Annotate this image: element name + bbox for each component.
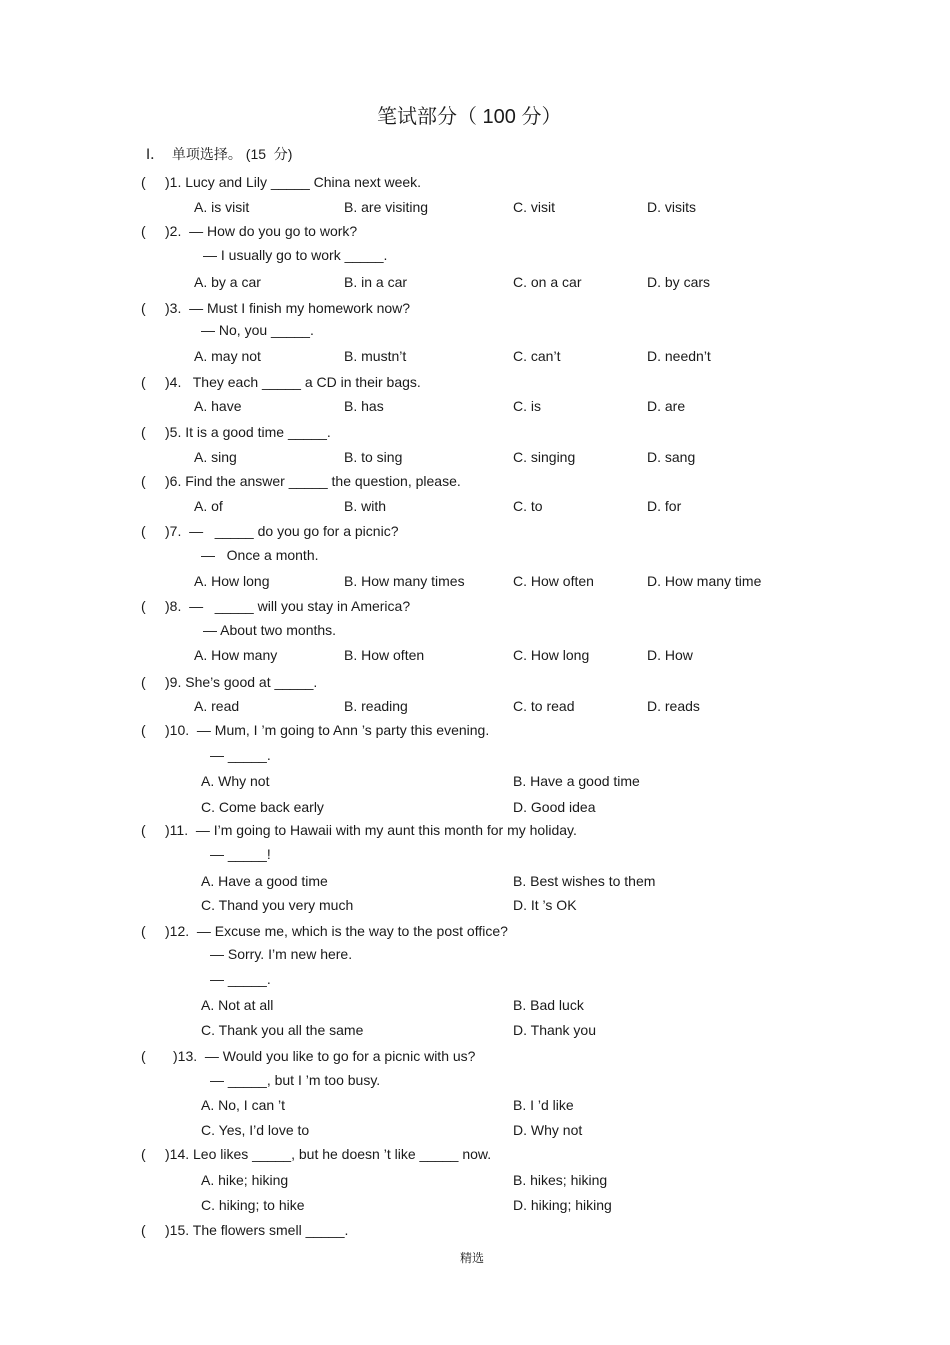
option-a: A. No, I can ’t — [201, 1097, 286, 1113]
option-b: B. hikes; hiking — [513, 1172, 608, 1188]
option-a: A. Have a good time — [201, 873, 328, 889]
option-b: B. has — [344, 398, 384, 414]
option-c: C. Come back early — [201, 799, 324, 815]
option-b: B. to sing — [344, 449, 403, 465]
answer-paren: ( — [141, 1222, 146, 1238]
option-b: B. How often — [344, 647, 425, 663]
option-a: A. Why not — [201, 773, 270, 789]
answer-paren: ( — [141, 374, 146, 390]
question-stem: )3. — Must I finish my homework now? — [165, 300, 411, 316]
question-stem: )14. Leo likes _____, but he doesn ’t like _____ now. — [165, 1146, 492, 1162]
option-c: C. hiking; to hike — [201, 1197, 305, 1213]
question-stem: )1. Lucy and Lily _____ China next week. — [165, 174, 422, 190]
dialogue-line: — _____! — [210, 846, 271, 862]
option-c: C. singing — [513, 449, 576, 465]
answer-paren: ( — [141, 674, 146, 690]
answer-paren: ( — [141, 473, 146, 489]
option-d: D. are — [647, 398, 686, 414]
answer-paren: ( — [141, 424, 146, 440]
option-c: C. Thand you very much — [201, 897, 354, 913]
dialogue-line: — I usually go to work _____. — [203, 247, 388, 263]
answer-paren: ( — [141, 174, 146, 190]
page-title: 笔试部分（ 100 分） — [377, 106, 562, 128]
question-stem: )10. — Mum, I ’m going to Ann ’s party this evening. — [165, 722, 490, 738]
dialogue-line: — Once a month. — [201, 547, 319, 563]
option-c: C. How long — [513, 647, 590, 663]
question-stem: )13. — Would you like to go for a picnic with us? — [173, 1048, 476, 1064]
option-b: B. Best wishes to them — [513, 873, 656, 889]
option-c: C. on a car — [513, 274, 582, 290]
option-c: C. Yes, I’d love to — [201, 1122, 310, 1138]
option-c: C. can’t — [513, 348, 561, 364]
option-c: C. visit — [513, 199, 555, 215]
option-b: B. I ’d like — [513, 1097, 574, 1113]
option-b: B. mustn’t — [344, 348, 407, 364]
question-stem: )15. The flowers smell _____. — [165, 1222, 349, 1238]
question-stem: )8. — _____ will you stay in America? — [165, 598, 411, 614]
option-d: D. How — [647, 647, 693, 663]
option-d: D. Good idea — [513, 799, 596, 815]
page-footer: 精选 — [460, 1251, 485, 1265]
option-a: A. by a car — [194, 274, 261, 290]
option-c: C. to — [513, 498, 543, 514]
question-stem: )4. They each _____ a CD in their bags. — [165, 374, 421, 390]
question-stem: )12. — Excuse me, which is the way to the post office? — [165, 923, 508, 939]
option-c: C. How often — [513, 573, 594, 589]
answer-paren: ( — [141, 822, 146, 838]
option-a: A. have — [194, 398, 242, 414]
option-a: A. How many — [194, 647, 278, 663]
dialogue-line: — No, you _____. — [201, 322, 314, 338]
dialogue-line: — About two months. — [203, 622, 337, 638]
option-a: A. How long — [194, 573, 270, 589]
section-heading: Ⅰ． 单项选择。 (15 分) — [146, 146, 293, 162]
option-d: D. Why not — [513, 1122, 583, 1138]
answer-paren: ( — [141, 722, 146, 738]
option-d: D. It ’s OK — [513, 897, 577, 913]
option-d: D. visits — [647, 199, 696, 215]
option-d: D. sang — [647, 449, 696, 465]
option-a: A. Not at all — [201, 997, 274, 1013]
option-d: D. needn’t — [647, 348, 711, 364]
question-stem: )11. — I’m going to Hawaii with my aunt this month for my holiday. — [165, 822, 577, 838]
dialogue-line: — Sorry. I’m new here. — [210, 946, 353, 962]
option-d: D. How many time — [647, 573, 762, 589]
option-a: A. may not — [194, 348, 261, 364]
option-d: D. for — [647, 498, 682, 514]
option-a: A. is visit — [194, 199, 250, 215]
question-stem: )7. — _____ do you go for a picnic? — [165, 523, 399, 539]
dialogue-line: — _____. — [210, 971, 271, 987]
dialogue-line: — _____. — [210, 747, 271, 763]
answer-paren: ( — [141, 1146, 146, 1162]
answer-paren: ( — [141, 923, 146, 939]
option-d: D. by cars — [647, 274, 711, 290]
question-stem: )5. It is a good time _____. — [165, 424, 331, 440]
option-b: B. with — [344, 498, 387, 514]
option-b: B. Bad luck — [513, 997, 584, 1013]
option-c: C. is — [513, 398, 541, 414]
option-b: B. Have a good time — [513, 773, 640, 789]
option-b: B. are visiting — [344, 199, 429, 215]
answer-paren: ( — [141, 1048, 146, 1064]
option-d: D. Thank you — [513, 1022, 597, 1038]
option-d: D. hiking; hiking — [513, 1197, 612, 1213]
option-b: B. How many times — [344, 573, 465, 589]
option-b: B. in a car — [344, 274, 408, 290]
answer-paren: ( — [141, 300, 146, 316]
question-stem: )6. Find the answer _____ the question, please. — [165, 473, 461, 489]
option-a: A. of — [194, 498, 223, 514]
question-stem: )2. — How do you go to work? — [165, 223, 358, 239]
answer-paren: ( — [141, 598, 146, 614]
option-a: A. sing — [194, 449, 237, 465]
question-stem: )9. She’s good at _____. — [165, 674, 318, 690]
option-c: C. to read — [513, 698, 575, 714]
option-c: C. Thank you all the same — [201, 1022, 364, 1038]
dialogue-line: — _____, but I ’m too busy. — [210, 1072, 381, 1088]
option-b: B. reading — [344, 698, 408, 714]
option-d: D. reads — [647, 698, 700, 714]
option-a: A. read — [194, 698, 240, 714]
answer-paren: ( — [141, 523, 146, 539]
answer-paren: ( — [141, 223, 146, 239]
option-a: A. hike; hiking — [201, 1172, 289, 1188]
